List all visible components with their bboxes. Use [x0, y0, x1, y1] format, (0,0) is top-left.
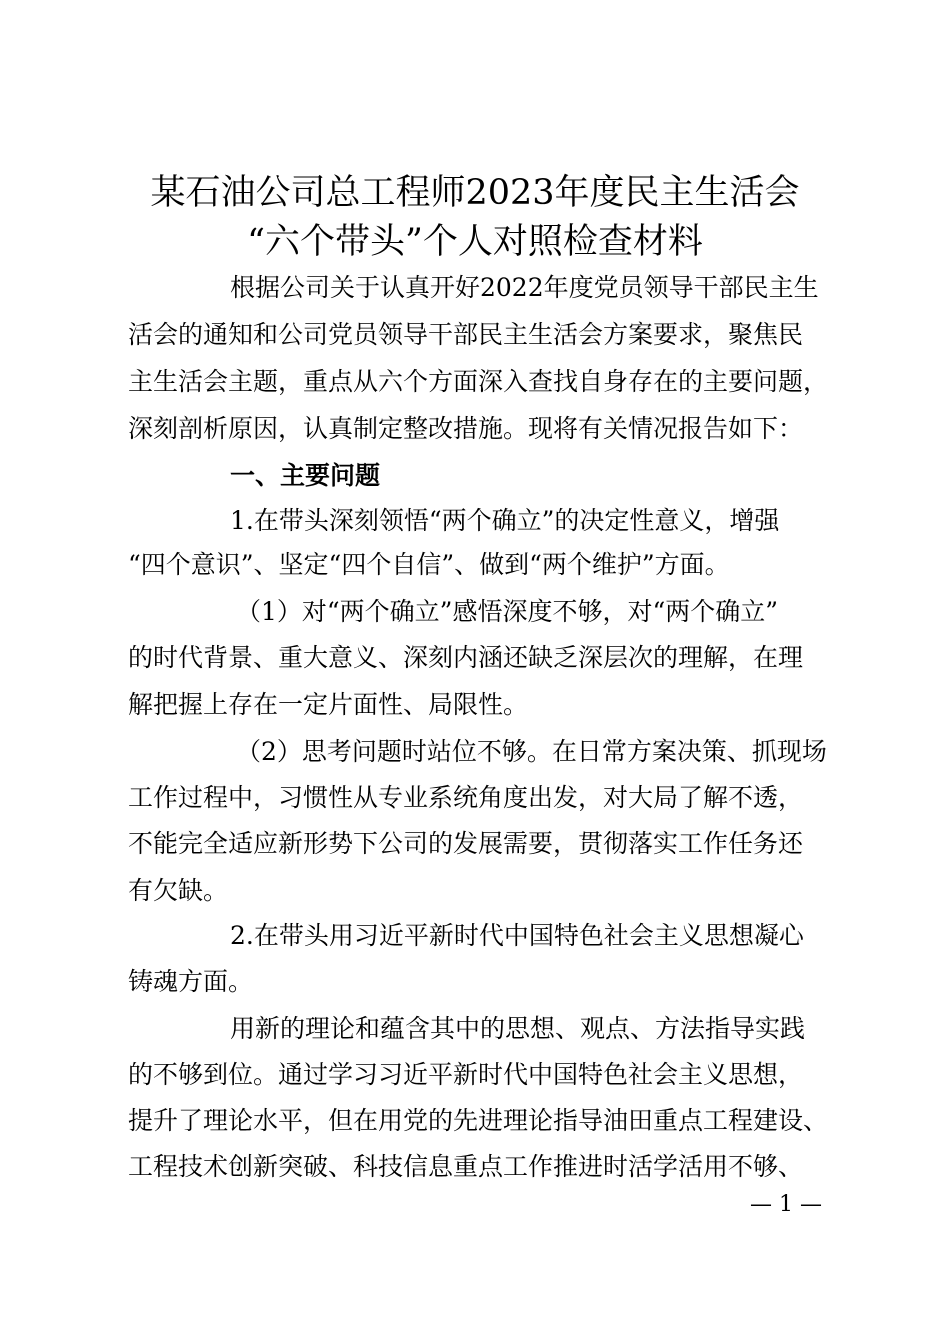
item1-line-1: 1.在带头深刻领悟“两个确立”的决定性意义，增强: [230, 506, 780, 535]
section-heading: 一、主要问题: [230, 461, 381, 490]
para3-line-3: 提升了理论水平，但在用党的先进理论指导油田重点工程建设、: [128, 1106, 829, 1135]
document-title-line-2: “六个带头”个人对照检查材料: [247, 222, 703, 262]
intro-line-3: 主生活会主题，重点从六个方面深入查找自身存在的主要问题，: [128, 367, 829, 396]
para3-line-4: 工程技术创新突破、科技信息重点工作推进时活学活用不够、: [128, 1152, 804, 1181]
para3-line-1: 用新的理论和蕴含其中的思想、观点、方法指导实践: [230, 1014, 806, 1043]
item1-line-2: “四个意识”、坚定“四个自信”、做到“两个维护”方面。: [128, 550, 730, 579]
item2-line-2: 铸魂方面。: [128, 967, 254, 996]
sub1-line-2: 的时代背景、重大意义、深刻内涵还缺乏深层次的理解，在理: [128, 643, 804, 672]
page-number: — 1 —: [750, 1192, 822, 1217]
sub1-line-3: 解把握上存在一定片面性、局限性。: [128, 690, 529, 719]
item2-line-1: 2.在带头用习近平新时代中国特色社会主义思想凝心: [230, 921, 804, 950]
intro-line-2: 活会的通知和公司党员领导干部民主生活会方案要求，聚焦民: [128, 320, 804, 349]
sub2-line-2: 工作过程中，习惯性从专业系统角度出发，对大局了解不透，: [128, 783, 804, 812]
intro-line-4: 深刻剖析原因，认真制定整改措施。现将有关情况报告如下：: [128, 414, 804, 443]
sub2-line-4: 有欠缺。: [128, 876, 229, 905]
para3-line-2: 的不够到位。通过学习习近平新时代中国特色社会主义思想，: [128, 1060, 804, 1089]
sub1-line-1: （1）对“两个确立”感悟深度不够，对“两个确立”: [236, 597, 779, 626]
document-title-line-1: 某石油公司总工程师2023年度民主生活会: [150, 173, 800, 213]
intro-line-1: 根据公司关于认真开好2022年度党员领导干部民主生: [230, 273, 819, 302]
sub2-line-1: （2）思考问题时站位不够。在日常方案决策、抓现场: [236, 737, 827, 766]
sub2-line-3: 不能完全适应新形势下公司的发展需要，贯彻落实工作任务还: [128, 829, 804, 858]
